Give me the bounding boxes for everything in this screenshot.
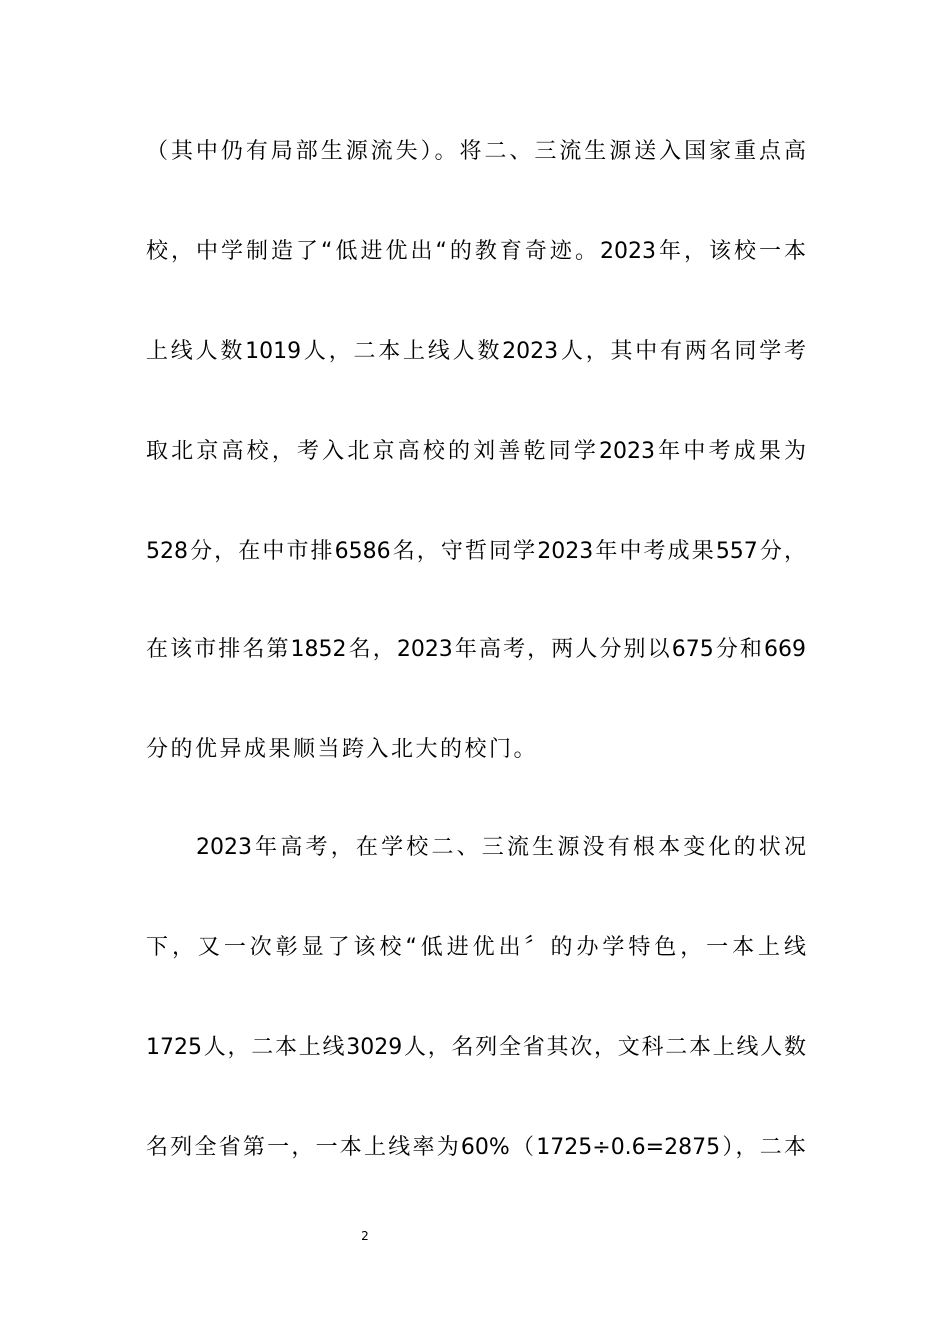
page-number: 2 (361, 1229, 369, 1243)
text-line: 528分，在中市排6586名，守哲同学2023年中考成果557分， (146, 539, 806, 564)
text-line: 分的优异成果顺当跨入北大的校门。 (146, 737, 539, 762)
text-line: 上线人数1019人，二本上线人数2023人，其中有两名同学考 (146, 339, 806, 364)
text-line: 名列全省第一，一本上线率为60%（1725÷0.6=2875），二本 (146, 1135, 806, 1160)
text-line: 1725人，二本上线3029人，名列全省其次，文科二本上线人数 (146, 1035, 806, 1060)
text-line: 在该市排名第1852名，2023年高考，两人分别以675分和669 (146, 637, 806, 662)
text-line: 下，又一次彰显了该校“低进优出〞的办学特色，一本上线 (146, 935, 806, 960)
text-line: 校，中学制造了“低进优出“的教育奇迹。2023年，该校一本 (146, 239, 806, 264)
text-line: （其中仍有局部生源流失）。将二、三流生源送入国家重点高 (146, 139, 806, 164)
text-line: 取北京高校，考入北京高校的刘善乾同学2023年中考成果为 (146, 439, 806, 464)
paragraph-first-line: 2023年高考，在学校二、三流生源没有根本变化的状况 (196, 835, 806, 860)
